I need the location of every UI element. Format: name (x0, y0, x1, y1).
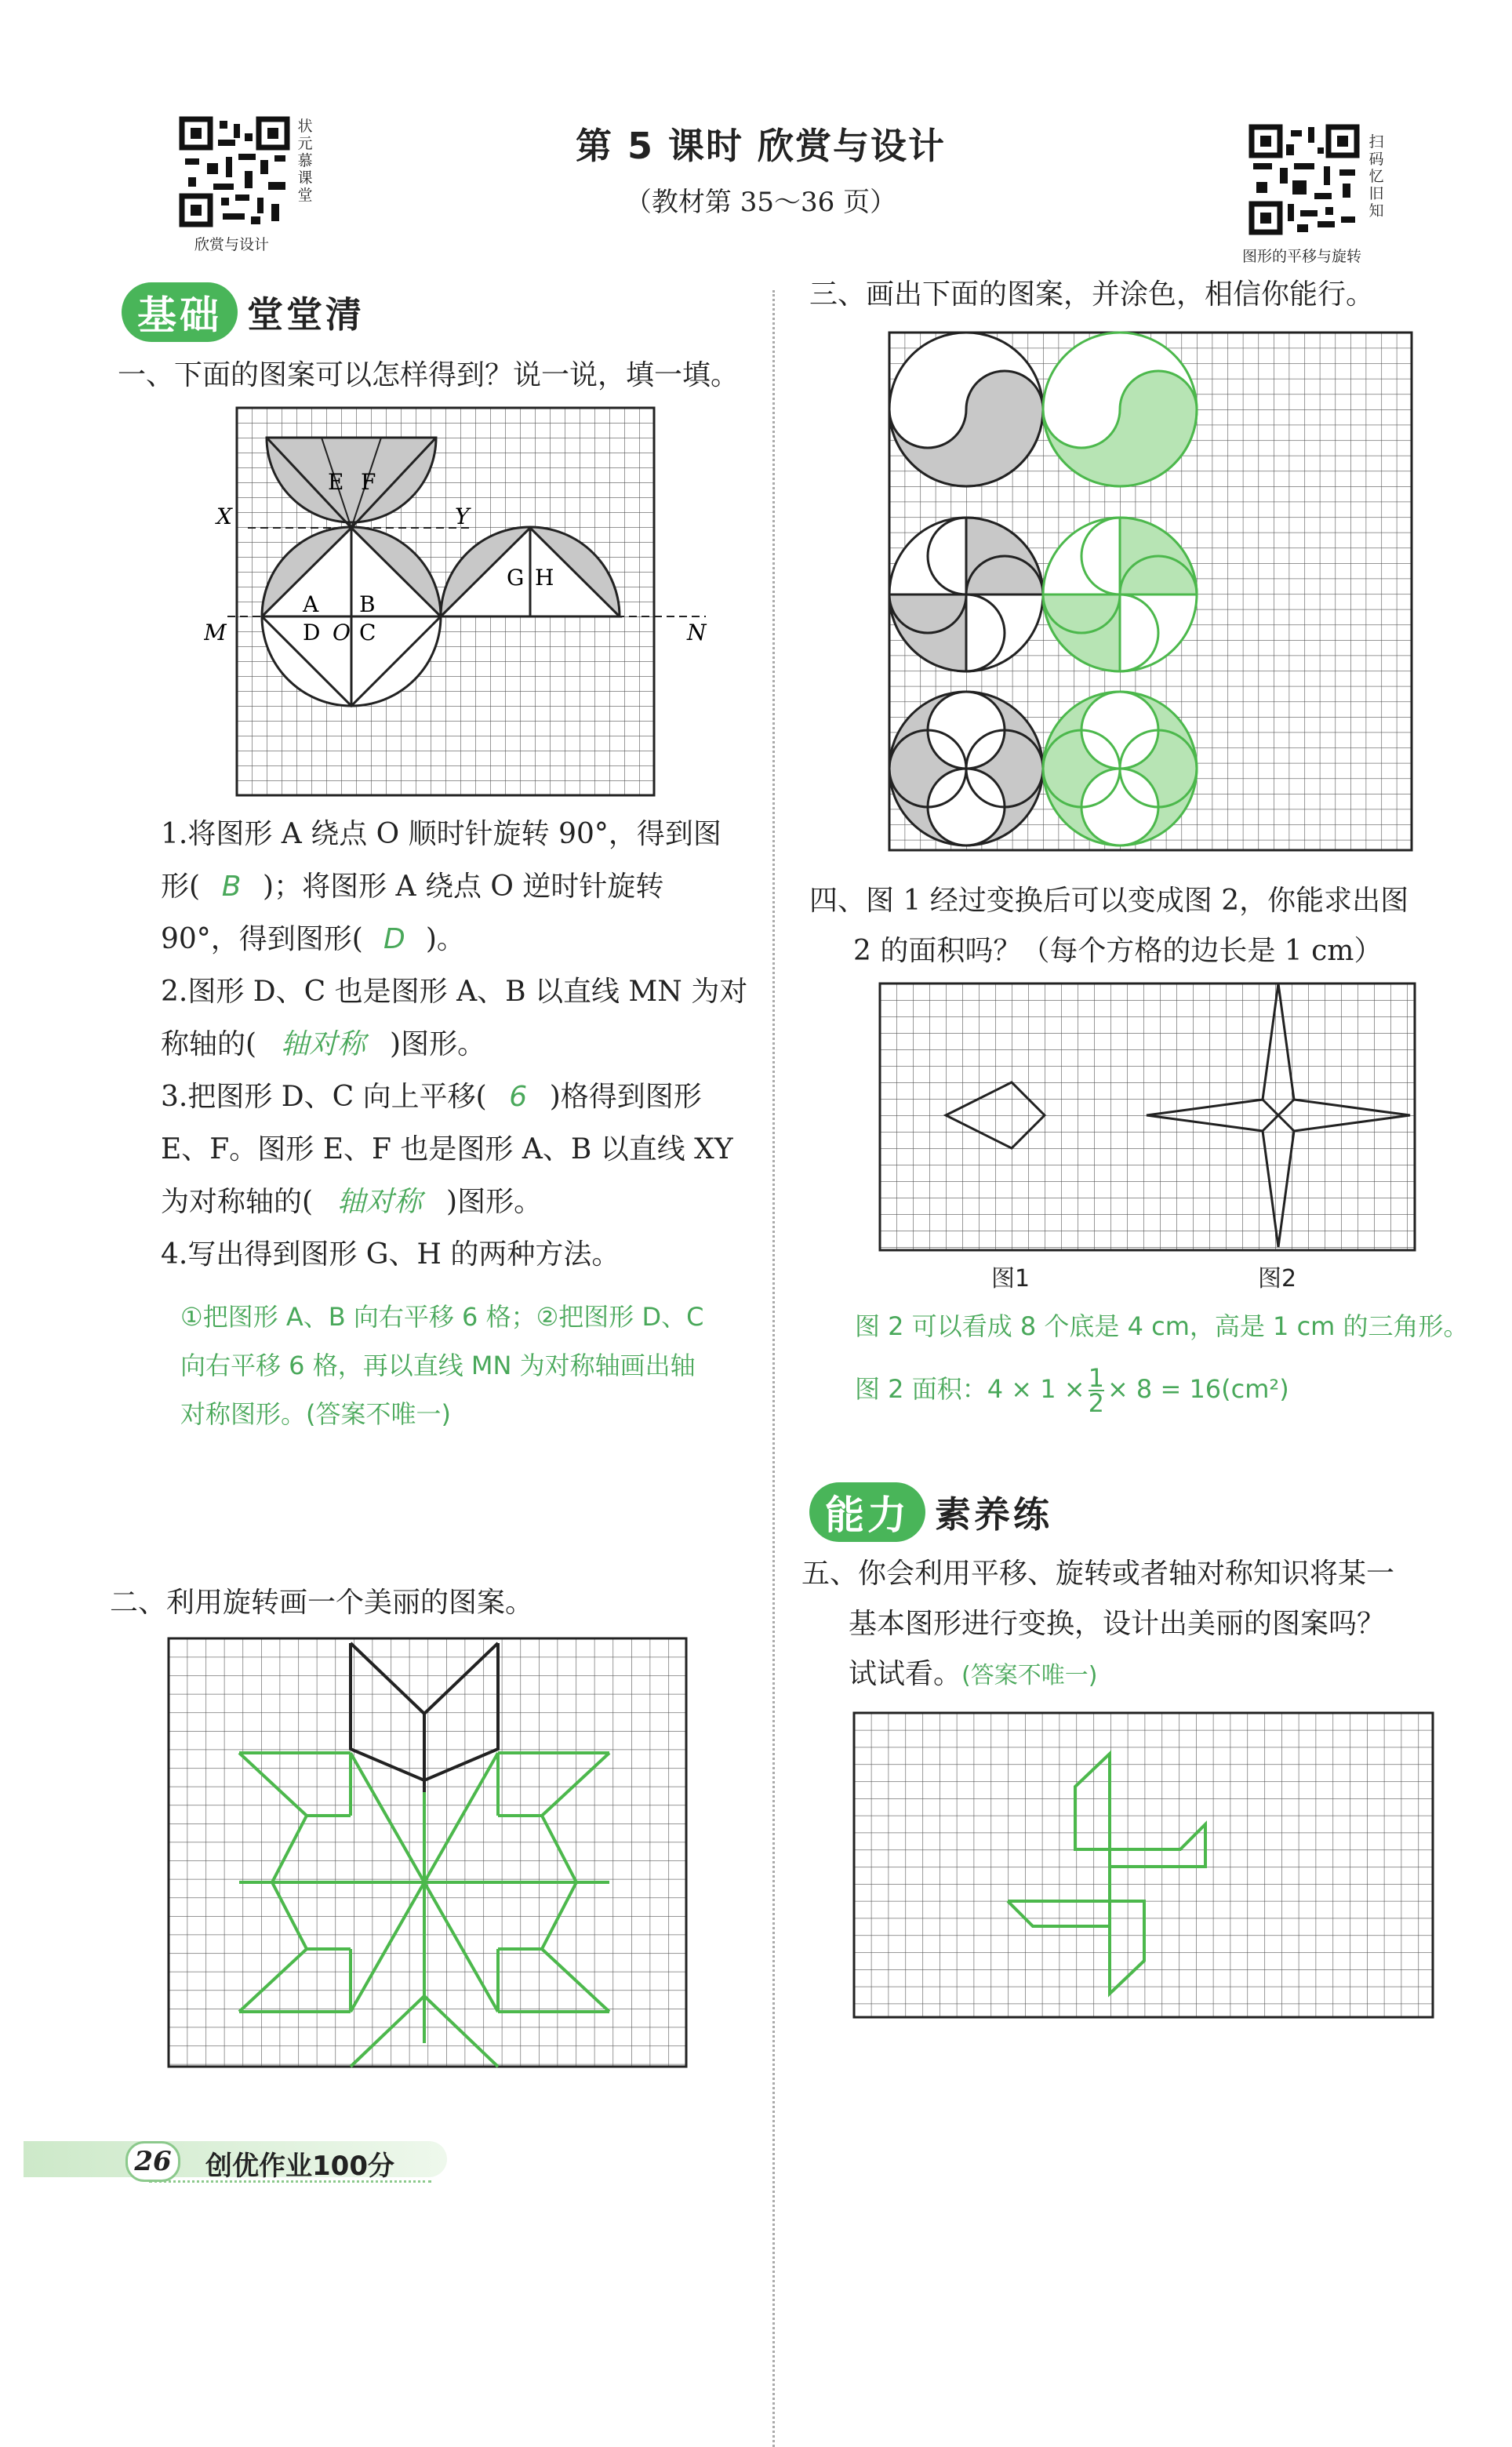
label-D: D (303, 620, 321, 645)
q3-prompt: 三、画出下面的图案，并涂色，相信你能行。 (809, 278, 1375, 311)
label-E: E (328, 469, 344, 495)
q1-item3-line2: E、F。图形 E、F 也是图形 A、B 以直线 XY (161, 1133, 733, 1165)
q1-item1-answer1: B (221, 871, 242, 903)
q1-figure (204, 406, 721, 802)
qr-left-caption: 欣赏与设计 (194, 236, 270, 253)
label-B: B (359, 591, 376, 617)
q1-item1-e: )。 (425, 923, 465, 955)
footer-brand: 创优作业100分 (205, 2151, 394, 2182)
page-subtitle: （教材第 35～36 页） (624, 187, 897, 218)
qr-code-left (179, 116, 290, 227)
q1-item3-b: )格得到图形 (549, 1081, 702, 1113)
q1-item3-answer2: 轴对称 (337, 1186, 423, 1218)
q1-item3-a: 3.把图形 D、C 向上平移( (161, 1081, 487, 1113)
label-N: N (687, 620, 707, 645)
q1-item3-d: 为对称轴的( (161, 1186, 314, 1218)
q4-answer-formula-b: × 8 = 16(cm²) (1107, 1374, 1289, 1404)
fig2-caption: 图2 (1258, 1265, 1297, 1293)
footer-dots (149, 2180, 431, 2183)
q1-item2-b: 称轴的( (161, 1028, 257, 1060)
qr-right-side-caption: 扫 码 忆 旧 知 (1368, 133, 1384, 220)
q4-figure (877, 980, 1426, 1266)
q4-prompt-line1: 四、图 1 经过变换后可以变成图 2，你能求出图 (809, 885, 1409, 917)
q1-item2-c: )图形。 (390, 1028, 486, 1060)
label-M: M (204, 620, 227, 645)
label-A: A (303, 591, 319, 617)
section-basic-text: 堂堂清 (247, 293, 365, 336)
q5-prompt-line3: 试试看。 (849, 1658, 962, 1690)
q4-answer-line2 (855, 1363, 1498, 1418)
q4-answer-line1: 图 2 可以看成 8 个底是 4 cm，高是 1 cm 的三角形。 (855, 1311, 1469, 1341)
section-ability-banner (809, 1482, 1052, 1542)
fraction-denominator: 2 (1088, 1388, 1104, 1418)
label-H: H (535, 565, 554, 591)
label-F: F (361, 469, 376, 495)
q1-item3-answer: 6 (509, 1081, 528, 1113)
qr-code-right (1248, 124, 1360, 235)
page-number: 26 (125, 2141, 180, 2182)
q1-prompt: 一、下面的图案可以怎样得到？说一说，填一填。 (118, 359, 740, 391)
page-title: 第 5 课时 欣赏与设计 (575, 125, 947, 167)
q3-figure (886, 329, 1419, 858)
q1-item4: 4.写出得到图形 G、H 的两种方法。 (161, 1238, 620, 1271)
q1-item4-answer-line1: ①把图形 A、B 向右平移 6 格；②把图形 D、C (180, 1302, 704, 1332)
section-basic-banner (122, 282, 365, 342)
q1-item3-e: )图形。 (446, 1186, 543, 1218)
q5-prompt-line2: 基本图形进行变换，设计出美丽的图案吗？ (849, 1608, 1386, 1640)
q1-items (161, 808, 812, 1281)
qr-left-side-caption: 状 元 慕 课 堂 (297, 118, 313, 204)
label-G: G (507, 565, 525, 591)
section-basic-pill: 基础 (122, 282, 238, 342)
section-ability-pill: 能力 (809, 1482, 925, 1542)
q5-prompt-line1: 五、你会利用平移、旋转或者轴对称知识将某一 (801, 1558, 1395, 1590)
q1-item2-line1: 2.图形 D、C 也是图形 A、B 以直线 MN 为对 (161, 976, 748, 1008)
label-X: X (216, 504, 232, 529)
q1-item1-answer2: D (383, 923, 405, 955)
q2-prompt: 二、利用旋转画一个美丽的图案。 (110, 1587, 534, 1619)
label-O: O (333, 620, 351, 645)
q1-item4-answer-line3: 对称图形。(答案不唯一) (180, 1399, 451, 1429)
q5-answer-note: (答案不唯一) (961, 1662, 1098, 1689)
q2-figure (161, 1635, 694, 2078)
q5-figure (851, 1710, 1439, 2027)
q5-prompt (801, 1549, 1492, 1701)
label-Y: Y (455, 504, 470, 529)
q4-prompt-line2: 2 的面积吗？（每个方格的边长是 1 cm） (853, 935, 1383, 967)
column-divider (772, 290, 775, 2447)
q1-item1-c: )；将图形 A 绕点 O 逆时针旋转 (263, 871, 664, 903)
q1-item4-answer (180, 1293, 761, 1438)
section-ability-text: 素养练 (935, 1493, 1052, 1536)
q4-answer-fraction (1088, 1363, 1104, 1418)
q1-item1-b: 形( (161, 871, 201, 903)
q1-item2-answer: 轴对称 (281, 1028, 366, 1060)
q1-item4-answer-line2: 向右平移 6 格，再以直线 MN 为对称轴画出轴 (180, 1351, 696, 1380)
qr-right-caption: 图形的平移与旋转 (1242, 248, 1362, 265)
q4-answer-formula-a: 图 2 面积：4 × 1 × (855, 1374, 1085, 1404)
q1-item1-d: 90°，得到图形( (161, 923, 363, 955)
q4-prompt (809, 876, 1484, 976)
q1-item1-line1: 1.将图形 A 绕点 O 顺时针旋转 90°，得到图 (161, 818, 721, 850)
fig1-caption: 图1 (991, 1265, 1030, 1293)
fraction-numerator: 1 (1088, 1363, 1104, 1393)
label-C: C (359, 620, 376, 645)
